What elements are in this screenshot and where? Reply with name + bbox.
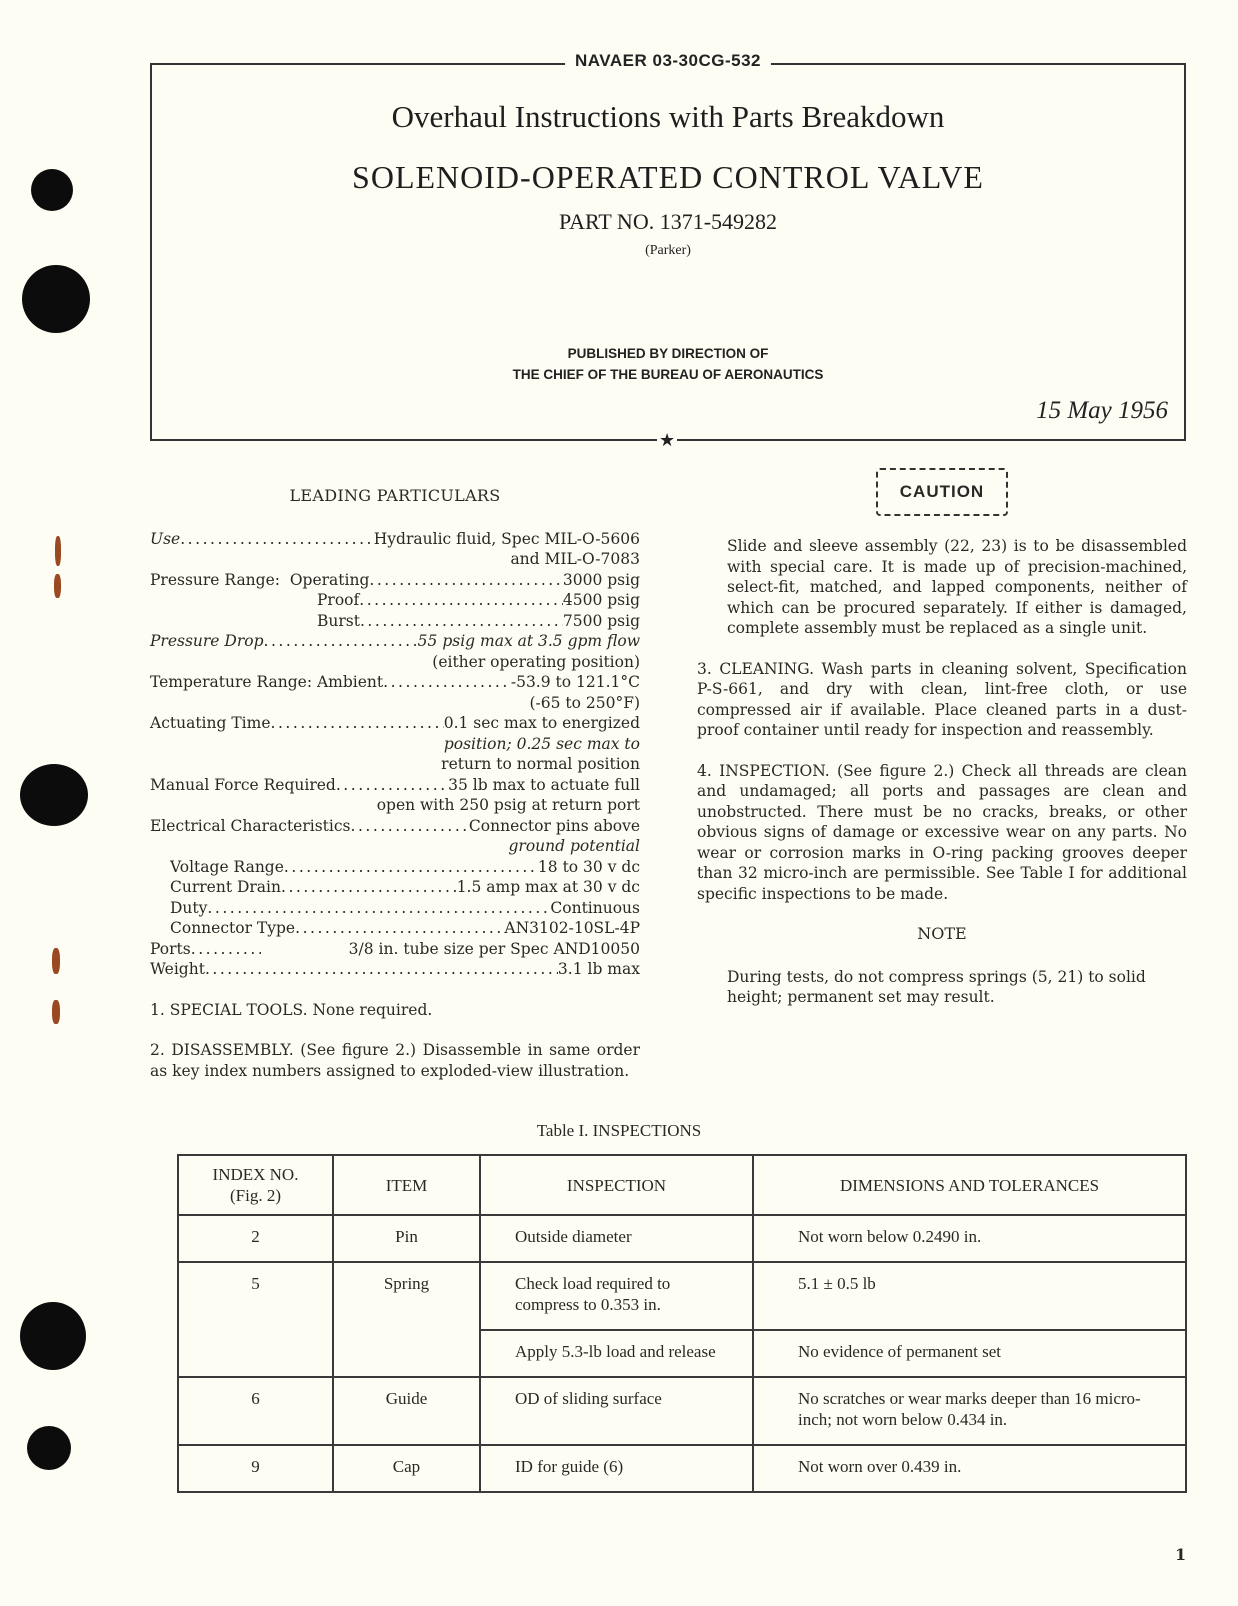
title-block [150, 51, 1186, 451]
header-item: ITEM [333, 1155, 480, 1215]
table-row: 5 Spring Check load required to compress to 0.353 in. 5.1 ± 0.5 lb [178, 1262, 1186, 1330]
caution-badge: CAUTION [876, 468, 1008, 516]
particular-actuating-time: Actuating Time . . . 0.1 sec max to energized [150, 713, 640, 734]
manufacturer: (Parker) [645, 243, 691, 258]
document-title: Overhaul Instructions with Parts Breakdown [391, 99, 945, 134]
header-inspection: INSPECTION [480, 1155, 753, 1215]
particular-use: Use . . . Hydraulic fluid, Spec MIL-O-5606 [150, 529, 640, 550]
particular-weight: Weight . . . 3.1 lb max [150, 959, 640, 980]
binder-hole [20, 764, 88, 826]
binder-hole [27, 1426, 71, 1470]
table-row: 6 Guide OD of sliding surface No scratches or wear marks deeper than 16 micro-inch; not worn below 0.434 in. [178, 1377, 1186, 1445]
section-inspection: 4. INSPECTION. (See figure 2.) Check all threads are clean and undamaged; all ports and passages are clean and unobstructed. There must be no cracks, breaks, or other obvious signs of damage or excessive wear on any parts. No wear or corrosion marks in O-ring packing grooves deeper than 32 micro-inch are permissible. See Table I for additional specific inspections to be made. [697, 761, 1187, 903]
particular-electrical: Electrical Characteristics . . . Connector pins above [150, 816, 640, 837]
leading-particulars-heading: LEADING PARTICULARS [289, 486, 501, 505]
note-heading: NOTE [917, 924, 967, 943]
particular-pressure-operating: Pressure Range: Operating . . . 3000 psig [150, 570, 640, 591]
particular-pressure-burst: Burst . . . 7500 psig [150, 611, 640, 632]
particular-temperature-range: Temperature Range: Ambient . . . -53.9 to 121.1°C [150, 672, 640, 693]
caution-text: Slide and sleeve assembly (22, 23) is to be disassembled with special care. It is made up of precision-machined, select-fit, matched, and lapped components, neither of which can be procured separately. If either is damaged, complete assembly must be replaced as a single unit. [727, 537, 1187, 637]
particular-duty: Duty . . . Continuous [150, 898, 640, 919]
particular-current-drain: Current Drain . . . 1.5 amp max at 30 v dc [150, 877, 640, 898]
publisher-line-2: THE CHIEF OF THE BUREAU OF AERONAUTICS [512, 367, 824, 382]
section-special-tools: 1. SPECIAL TOOLS. None required. [150, 1000, 433, 1019]
rust-stain [52, 1000, 60, 1024]
rust-stain [52, 948, 60, 974]
page-number: 1 [1175, 1545, 1187, 1564]
subject-title: SOLENOID-OPERATED CONTROL VALVE [352, 159, 984, 195]
left-column: LEADING PARTICULARS Use . . . Hydraulic fluid, Spec MIL-O-5606 and MIL-O-7083 Pressure Range: Operating . . . 3000 psig Proof . . . 4500 psig Burst . . . 7500 psig Pressure Drop . . . 55 psig max at 3.5 gpm flow (either operating position) Temperature Range: Ambient . . . -53.9 to 121.1°C (-65 to 250°F) Actuating Time . . . 0.1 sec max to energized position; 0.25 sec max to return to normal position Manual Force Required . . . 35 lb max to actuate full open with 250 psig at return port Electrical Characteristics . . . Connector pins above ground potential Voltage Range . . . 18 to 30 v dc Current Drain . . . 1.5 amp max at 30 v dc Duty . . . Continuous Connector Type . . . AN3102-10SL-4P Ports . . . 3/8 in. tube size per Spec AND10050 Weight . . . 3.1 lb max 1. SPECIAL TOOLS. None required. 2. DISASSEMBLY. (See figure 2.) Disassemble in same order as key index numbers assigned to exploded-view illustration. [150, 486, 640, 1081]
binder-hole [31, 169, 73, 211]
particular-ports: Ports . . . 3/8 in. tube size per Spec AND10050 [150, 939, 640, 960]
table-header-row [178, 1155, 1186, 1215]
particular-pressure-proof: Proof . . . 4500 psig [150, 590, 640, 611]
binder-hole [22, 265, 90, 333]
rust-stain [55, 536, 61, 566]
publisher-line-1: PUBLISHED BY DIRECTION OF [567, 346, 769, 361]
particular-pressure-drop: Pressure Drop . . . 55 psig max at 3.5 gpm flow [150, 631, 640, 652]
rust-stain [54, 574, 61, 598]
table-row: 9 Cap ID for guide (6) Not worn over 0.439 in. [178, 1445, 1186, 1492]
section-disassembly: 2. DISASSEMBLY. (See figure 2.) Disassemble in same order as key index numbers assigned to exploded-view illustration. [150, 1041, 640, 1080]
table-row: 2 Pin Outside diameter Not worn below 0.2490 in. [178, 1215, 1186, 1262]
header-index: INDEX NO. (Fig. 2) [178, 1155, 333, 1215]
table-title: Table I. INSPECTIONS [536, 1121, 702, 1140]
particular-connector-type: Connector Type . . . AN3102-10SL-4P [150, 918, 640, 939]
note-text: During tests, do not compress springs (5, 21) to solid height; permanent set may result. [727, 967, 1146, 1006]
header-dimensions: DIMENSIONS AND TOLERANCES [753, 1155, 1186, 1215]
publication-date: 15 May 1956 [1036, 397, 1168, 424]
part-number: PART NO. 1371-549282 [558, 209, 778, 234]
inspections-table [177, 1154, 1187, 1493]
star-icon: ★ [659, 430, 676, 451]
table-row: Apply 5.3-lb load and release No evidence of permanent set [178, 1330, 1186, 1377]
right-column [697, 468, 1187, 1008]
particular-voltage-range: Voltage Range . . . 18 to 30 v dc [150, 857, 640, 878]
particular-manual-force: Manual Force Required . . . 35 lb max to actuate full [150, 775, 640, 796]
binder-hole [20, 1302, 86, 1370]
document-number: NAVAER 03-30CG-532 [152, 51, 1184, 71]
publisher-statement [152, 343, 1184, 385]
section-cleaning: 3. CLEANING. Wash parts in cleaning solvent, Specification P-S-661, and dry with clean, lint-free cloth, or use compressed air if available. Place cleaned parts in a dust-proof container until ready for inspection and reassembly. [697, 659, 1187, 739]
